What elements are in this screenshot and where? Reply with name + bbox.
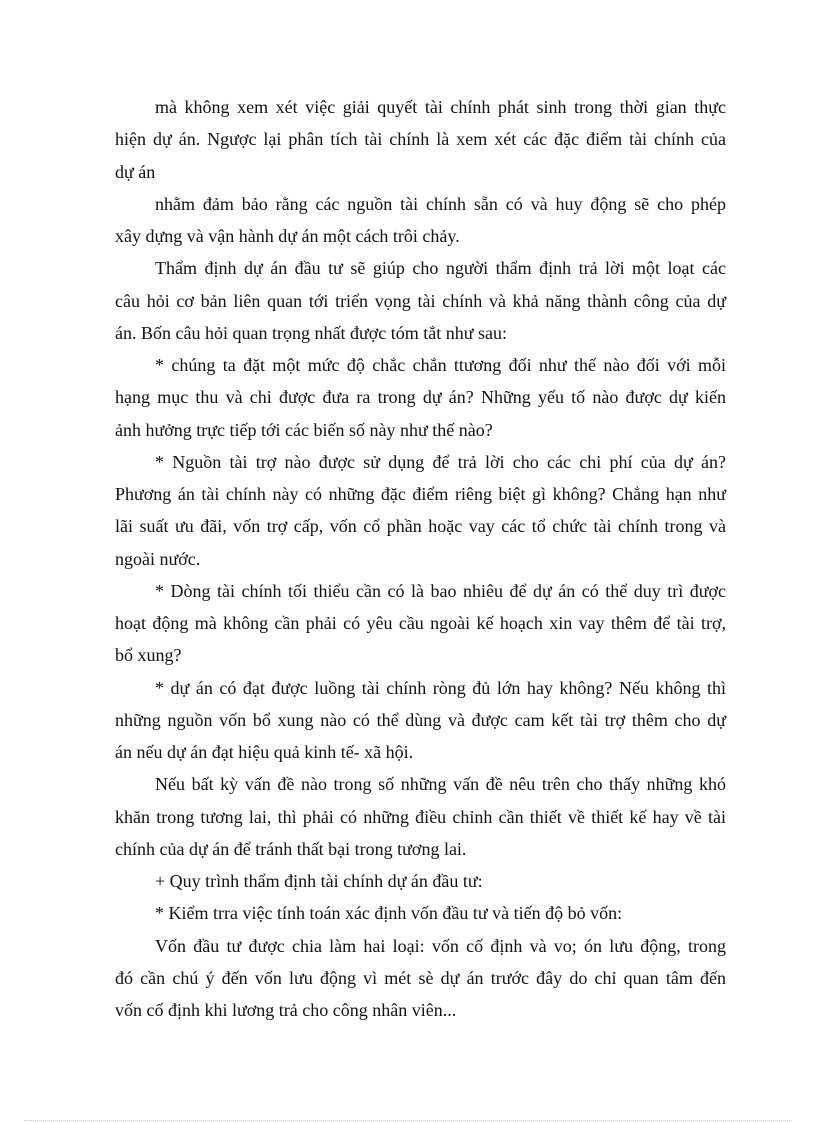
document-page <box>115 91 726 1026</box>
paragraph <box>115 91 726 188</box>
text-line: * chúng ta đặt một mức độ chắc chắn ttương đối như thế nào đối với mỗi <box>155 355 726 375</box>
text-line: câu hỏi cơ bản liên quan tới triển vọng tài chính và khả năng thành công của dự <box>115 290 726 311</box>
text-line: những nguồn vốn bổ xung nào có thể dùng và được cam kết tài trợ thêm cho dự <box>115 709 726 730</box>
text-line: mà không xem xét việc giải quyết tài chính phát sinh trong thời gian thực <box>155 97 726 117</box>
paragraph <box>115 865 726 897</box>
text-line: * Dòng tài chính tối thiểu cần có là bao nhiêu để dự án có thể duy trì được <box>155 580 726 601</box>
text-line: đó cần chú ý đến vốn lưu động vì mét sè dự án trước đây do chỉ quan tâm đến <box>115 967 726 988</box>
paragraph <box>115 897 726 929</box>
text-line: Thẩm định dự án đầu tư sẽ giúp cho người thẩm định trả lời một loạt các <box>155 258 726 279</box>
text-line: Vốn đầu tư được chia làm hai loại: vốn cố định và vo; ón lưu động, trong <box>155 935 726 956</box>
paragraph <box>115 672 726 769</box>
text-line: hiện dự án. Ngược lại phân tích tài chính là xem xét các đặc điểm tài chính của <box>115 129 726 150</box>
text-line: dự án <box>115 161 156 182</box>
text-line: án. Bốn câu hỏi quan trọng nhất được tóm tắt như sau: <box>115 322 507 343</box>
text-line: ảnh hưởng trực tiếp tới các biến số này như thế nào? <box>115 419 493 440</box>
text-line: khăn trong tương lai, thì phải có những điều chỉnh cần thiết về thiết kế hay về tài <box>115 806 726 827</box>
text-line: ngoài nước. <box>115 548 201 569</box>
text-line: chính của dự án để tránh thất bại trong tương lai. <box>115 838 467 859</box>
text-line: * Nguồn tài trợ nào được sử dụng để trả lời cho các chi phí của dự án? <box>155 451 726 472</box>
text-line: hoạt động mà không cần phải có yêu cầu ngoài kế hoạch xin vay thêm để tài trợ, <box>115 613 726 633</box>
text-line: * dự án có đạt được luồng tài chính ròng đủ lớn hay không? Nếu không thì <box>155 677 726 698</box>
paragraph <box>115 349 726 446</box>
paragraph <box>115 930 726 1027</box>
text-line: hạng mục thu và chi được đưa ra trong dự án? Những yếu tố nào được dự kiến <box>115 387 726 408</box>
paragraph <box>115 768 726 865</box>
paragraph <box>115 188 726 253</box>
text-line: Phương án tài chính này có những đặc điểm riêng biệt gì không? Chẳng hạn như <box>115 484 726 504</box>
text-line: xây dựng và vận hành dự án một cách trôi chảy. <box>115 226 460 246</box>
paragraph <box>115 575 726 672</box>
text-line: Nếu bất kỳ vấn đề nào trong số những vấn đề nêu trên cho thấy những khó <box>155 774 726 795</box>
paragraph <box>115 252 726 349</box>
text-line: lãi suất ưu đãi, vốn trợ cấp, vốn cổ phần hoặc vay các tổ chức tài chính trong và <box>115 516 726 537</box>
text-line: * Kiểm trra việc tính toán xác định vốn đầu tư và tiến độ bỏ vốn: <box>155 903 623 924</box>
paragraph <box>115 446 726 575</box>
text-line: nhằm đảm bảo rằng các nguồn tài chính sẵn có và huy động sẽ cho phép <box>155 193 726 214</box>
text-line: + Quy trình thẩm định tài chính dự án đầu tư: <box>155 871 483 891</box>
text-line: bổ xung? <box>115 645 182 666</box>
text-line: vốn cố định khi lương trả cho công nhân viên... <box>115 1000 457 1020</box>
text-line: án nếu dự án đạt hiệu quả kinh tế- xã hội. <box>115 742 414 762</box>
page-bottom-divider <box>24 1120 792 1121</box>
